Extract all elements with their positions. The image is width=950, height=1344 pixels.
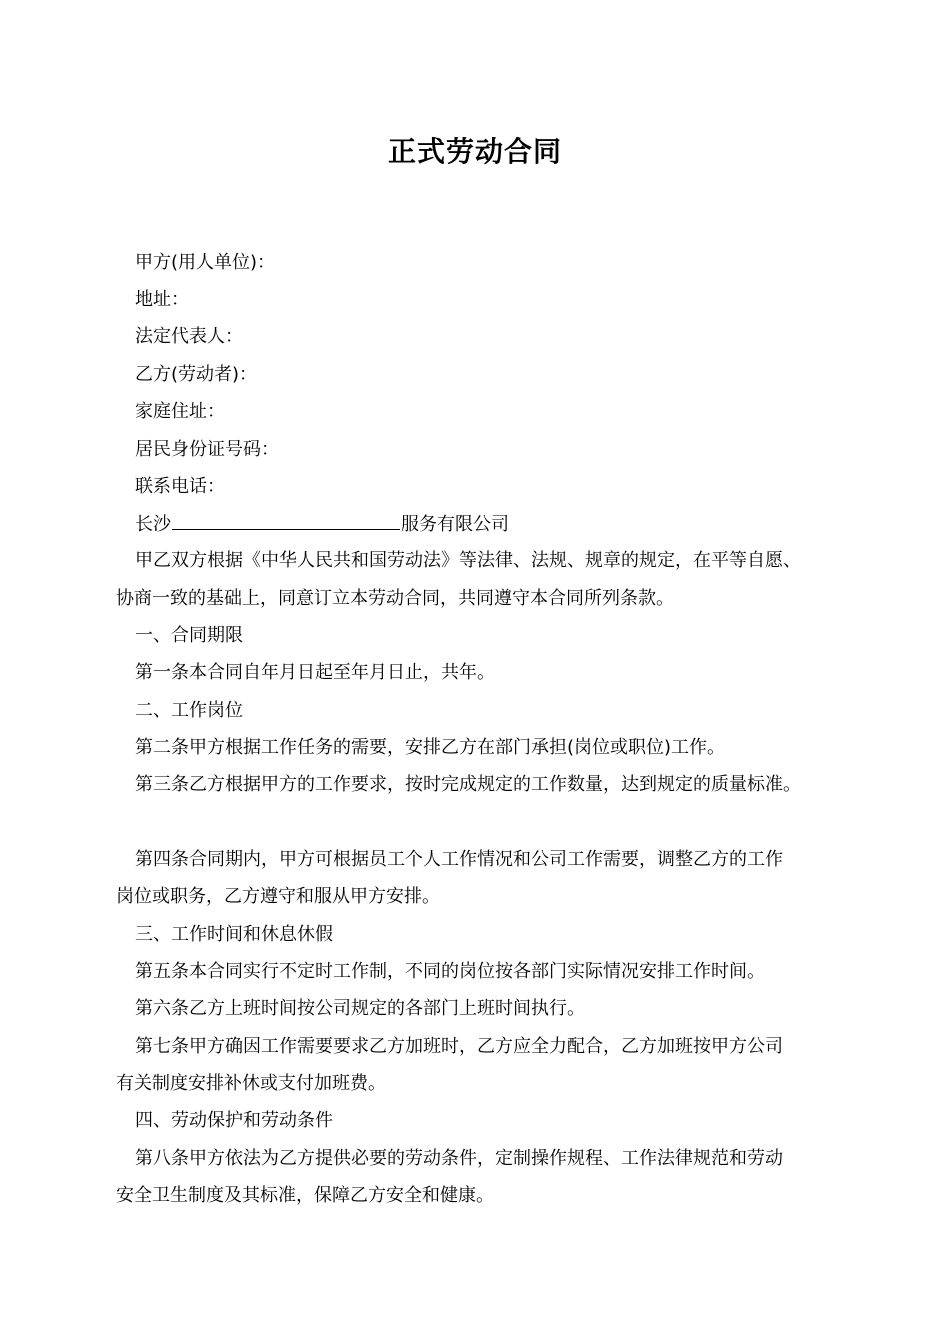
article-7-line-1: 第七条甲方确因工作需要要求乙方加班时，乙方应全力配合，乙方加班按甲方公司 [135, 1036, 783, 1057]
article-3: 第三条乙方根据甲方的工作要求，按时完成规定的工作数量，达到规定的质量标准。 [135, 774, 801, 795]
company-prefix: 长沙 [135, 514, 171, 535]
article-4-line-2: 岗位或职务，乙方遵守和服从甲方安排。 [116, 886, 440, 907]
article-4-line-1: 第四条合同期内，甲方可根据员工个人工作情况和公司工作需要，调整乙方的工作 [135, 849, 783, 870]
section-heading-3: 三、工作时间和休息休假 [135, 924, 333, 945]
company-suffix: 服务有限公司 [401, 514, 509, 535]
preamble-line-1: 甲乙双方根据《中华人民共和国劳动法》等法律、法规、规章的规定，在平等自愿、 [135, 550, 801, 571]
section-heading-2: 二、工作岗位 [135, 700, 243, 721]
article-8-line-2: 安全卫生制度及其标准，保障乙方安全和健康。 [116, 1185, 494, 1206]
article-8-line-1: 第八条甲方依法为乙方提供必要的劳动条件，定制操作规程、工作法律规范和劳动 [135, 1148, 783, 1169]
party-a-label: 甲方(用人单位)： [135, 252, 276, 273]
document-title: 正式劳动合同 [387, 135, 562, 168]
home-address-label: 家庭住址： [135, 401, 225, 422]
id-number-label: 居民身份证号码： [135, 439, 279, 460]
article-7-line-2: 有关制度安排补休或支付加班费。 [116, 1073, 386, 1094]
company-name-line [135, 511, 509, 538]
article-1: 第一条本合同自年月日起至年月日止，共年。 [135, 662, 495, 683]
section-heading-1: 一、合同期限 [135, 625, 243, 646]
address-label: 地址： [135, 289, 189, 310]
phone-label: 联系电话： [135, 476, 225, 497]
section-heading-4: 四、劳动保护和劳动条件 [135, 1110, 333, 1131]
article-5: 第五条本合同实行不定时工作制，不同的岗位按各部门实际情况安排工作时间。 [135, 961, 765, 982]
preamble-line-2: 协商一致的基础上，同意订立本劳动合同，共同遵守本合同所列条款。 [116, 588, 674, 609]
article-2: 第二条甲方根据工作任务的需要，安排乙方在部门承担(岗位或职位)工作。 [135, 737, 726, 758]
article-6: 第六条乙方上班时间按公司规定的各部门上班时间执行。 [135, 998, 585, 1019]
party-b-label: 乙方(劳动者)： [135, 364, 258, 385]
company-name-blank [172, 511, 400, 530]
legal-rep-label: 法定代表人： [135, 326, 243, 347]
